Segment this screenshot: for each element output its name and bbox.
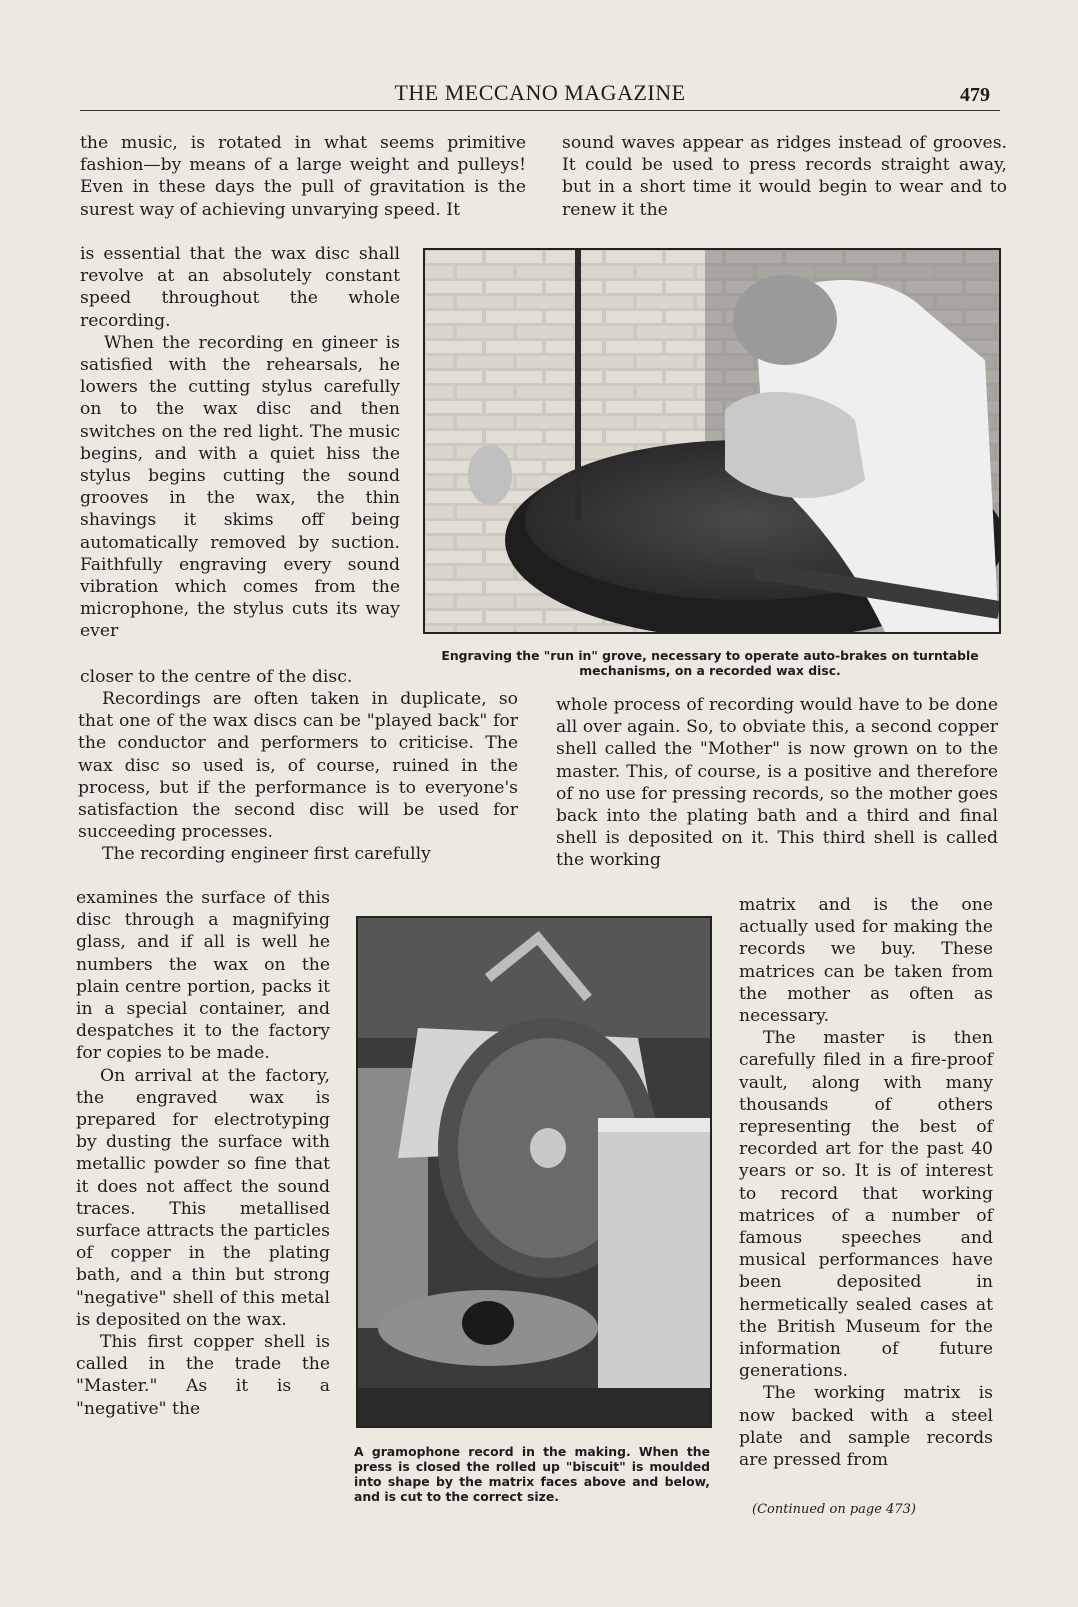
paragraph: The recording engineer first carefully — [102, 844, 431, 865]
paragraph: closer to the centre of the disc. — [80, 667, 353, 687]
paragraph: matrix and is the one actually used for making the records we buy. These matrices can be taken from the mother as often as necessary. — [739, 895, 993, 1027]
paragraph: examines the surface of this disc through a magnifying glass, and if all is well he numbers the wax on the plain centre portion, packs it in a special container, and despatches it to the factory for copies to be made. — [76, 888, 330, 1064]
photo-engraving-wax-disc — [423, 248, 1001, 634]
page-header — [80, 80, 1000, 111]
paragraph: whole process of recording would have to be done all over again. So, to obviate this, a second copper shell called the "Mother" is now grown on to the master. This, of course, is a positive and therefore of no use for pressing records, so the mother goes back into the plating bath and a third and final shell is deposited on it. This third shell is called the working — [556, 695, 998, 871]
magazine-title: THE MECCANO MAGAZINE — [394, 80, 686, 105]
column-left-narrow — [80, 243, 400, 643]
paragraph: On arrival at the factory, the engraved wax is prepared for electrotyping by dusting the surface with metallic powder so fine that it does not affect the sound traces. This metallised surface attracts the particles of copper in the plating bath, and a thin but strong "negative" shell of this metal is deposited on the wax. — [76, 1065, 330, 1330]
caption-bottom-photo: A gramophone record in the making. When the press is closed the rolled up "biscuit" is moulded into shape by the matrix faces above and below, and is cut to the correct size. — [354, 1444, 710, 1504]
photo-engraving-illustration — [425, 250, 999, 632]
column-right-lower — [739, 894, 993, 1471]
continued-note: (Continued on page 473) — [752, 1502, 916, 1517]
paragraph: Recordings are often taken in duplicate, so that one of the wax discs can be "played back" for the conductor and performers to criticise. The wax disc so used is, of course, ruined in the process, but if the performance is to everyone's satisfaction the second disc will be used for succeeding processes. — [78, 689, 518, 843]
photo-record-press — [356, 916, 712, 1428]
page-number: 479 — [960, 84, 990, 106]
paragraph: The working matrix is now backed with a steel plate and sample records are pressed from — [739, 1383, 993, 1471]
column-left-top — [80, 132, 526, 221]
caption-top-photo: Engraving the "run in" grove, necessary to operate auto-brakes on turntable mechanisms, on a recorded wax disc. — [441, 648, 979, 678]
column-left-narrow-end — [80, 666, 420, 688]
paragraph: the music, is rotated in what seems primitive fashion—by means of a large weight and pulleys! Even in these days the pull of gravitation is the surest way of achieving unvarying speed. It — [80, 133, 526, 220]
column-left-lower — [76, 887, 330, 1420]
column-right-middle — [556, 694, 998, 872]
photo-record-press-illustration — [358, 918, 710, 1426]
paragraph: The master is then carefully filed in a fire-proof vault, along with many thousands of others representing the best of recorded art for the past 40 years or so. It is of interest to record that working matrices of a number of famous speeches and musical performances have been deposited in hermetically sealed cases at the British Museum for the information of future generations. — [739, 1028, 993, 1382]
paragraph: This first copper shell is called in the trade the "Master." As it is a "negative" the — [76, 1332, 330, 1419]
column-left-middle — [78, 688, 518, 866]
paragraph: is essential that the wax disc shall revolve at an absolutely constant speed throughout the whole recording. — [80, 244, 400, 331]
paragraph: sound waves appear as ridges instead of grooves. It could be used to press records straight away, but in a short time it would begin to wear and to renew it the — [562, 133, 1007, 220]
paragraph: When the recording en gineer is satisfied with the rehearsals, he lowers the cutting stylus carefully on to the wax disc and then switches on the red light. The music begins, and with a quiet hiss the stylus begins cutting the sound grooves in the wax, the thin shavings it skims off being automatically removed by suction. Faithfully engraving every sound vibration which comes from the microphone, the stylus cuts its way ever — [80, 332, 400, 642]
column-right-top — [562, 132, 1007, 221]
